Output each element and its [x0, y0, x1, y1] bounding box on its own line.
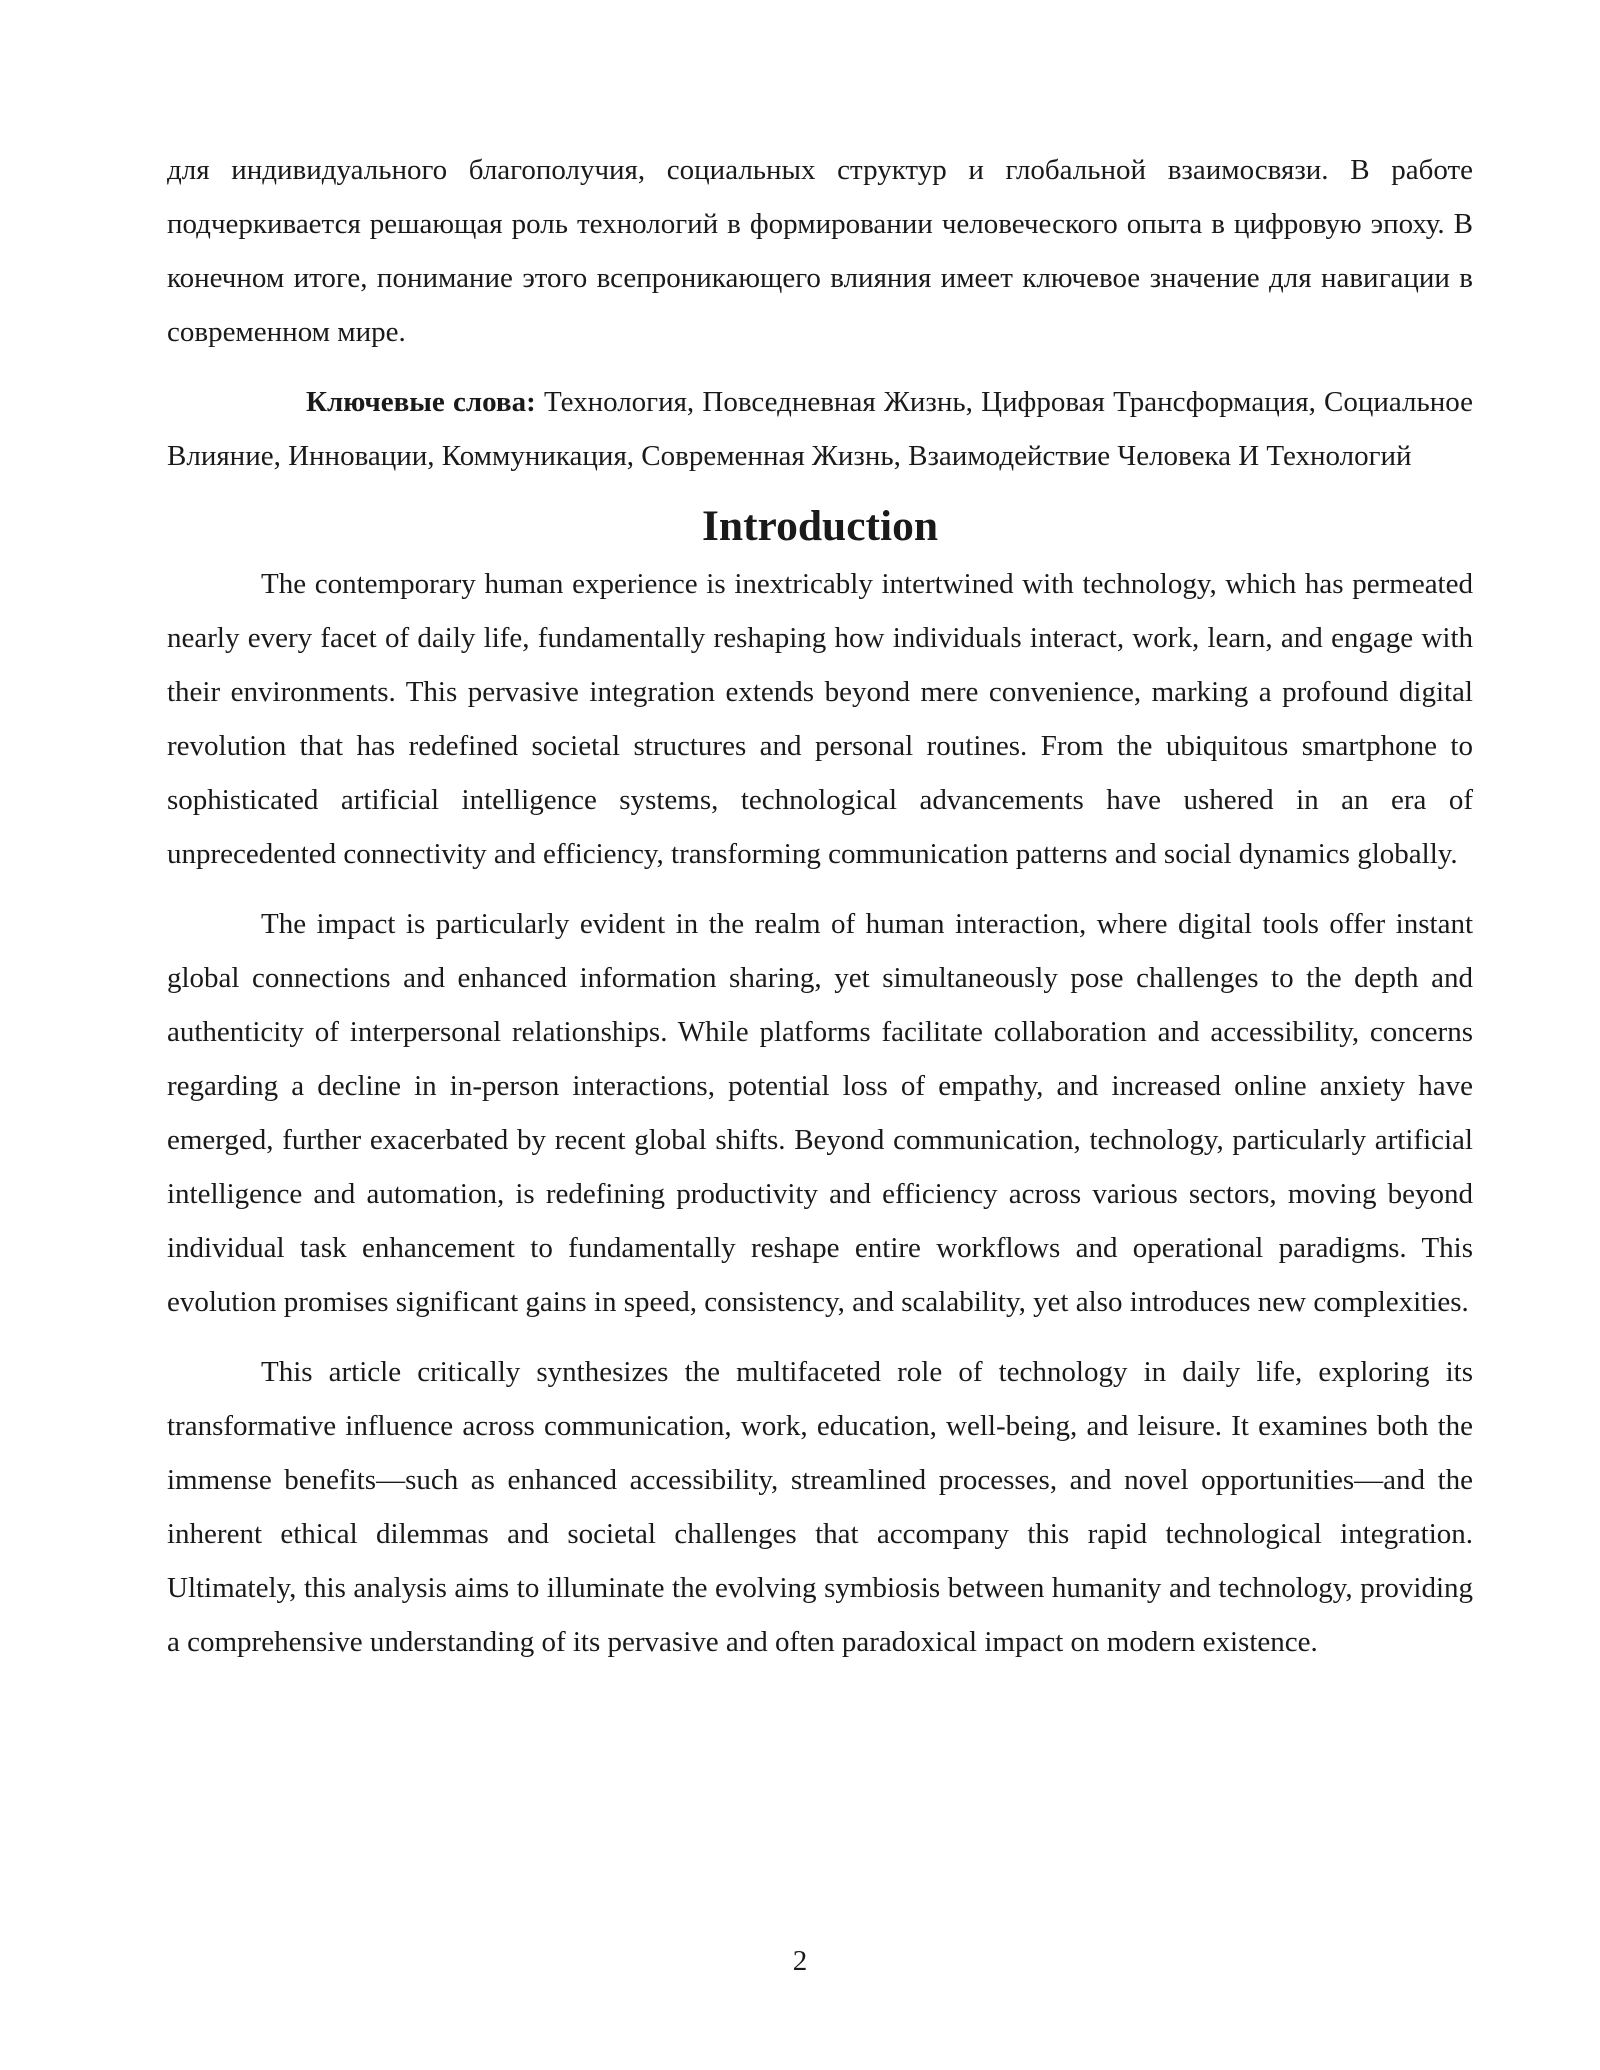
- keywords-label: Ключевые слова:: [306, 386, 536, 418]
- page-body: [167, 143, 1473, 1669]
- intro-paragraph-2: The impact is particularly evident in the realm of human interaction, where digital tools offer instant global connections and enhanced information sharing, yet simultaneously pose challenges to the depth and authenticity of interpersonal relationships. While platforms facilitate collaboration and accessibility, concerns regarding a decline in in-person interactions, potential loss of empathy, and increased online anxiety have emerged, further exacerbated by recent global shifts. Beyond communication, technology, particularly artificial intelligence and automation, is redefining productivity and efficiency across various sectors, moving beyond individual task enhancement to fundamentally reshape entire workflows and operational paradigms. This evolution promises significant gains in speed, consistency, and scalability, yet also introduces new complexities.: [167, 908, 1473, 1318]
- intro-paragraph-3: This article critically synthesizes the multifaceted role of technology in daily life, exploring its transformative influence across communication, work, education, well-being, and leisure. It examines both the immense benefits—such as enhanced accessibility, streamlined processes, and novel opportunities—and the inherent ethical dilemmas and societal challenges that accompany this rapid technological integration. Ultimately, this analysis aims to illuminate the evolving symbiosis between humanity and technology, providing a comprehensive understanding of its pervasive and often paradoxical impact on modern existence.: [167, 1356, 1473, 1658]
- keywords-text: Технология, Повседневная Жизнь, Цифровая Трансформация, Социальное Влияние, Инновации, Коммуникация, Современная Жизнь, Взаимодействие Человека И Технологий: [167, 386, 1473, 472]
- keywords-paragraph: [167, 375, 1473, 483]
- intro-paragraph-1: The contemporary human experience is inextricably intertwined with technology, which has permeated nearly every facet of daily life, fundamentally reshaping how individuals interact, work, learn, and engage with their environments. This pervasive integration extends beyond mere convenience, marking a profound digital revolution that has redefined societal structures and personal routines. From the ubiquitous smartphone to sophisticated artificial intelligence systems, technological advancements have ushered in an era of unprecedented connectivity and efficiency, transforming communication patterns and social dynamics globally.: [167, 568, 1473, 870]
- section-heading-introduction: Introduction: [701, 502, 939, 550]
- abstract-continuation: для индивидуального благополучия, социальных структур и глобальной взаимосвязи. В работе подчеркивается решающая роль технологий в формировании человеческого опыта в цифровую эпоху. В конечном итоге, понимание этого всепроникающего влияния имеет ключевое значение для навигации в современном мире.: [167, 154, 1473, 348]
- page-number: 2: [792, 1945, 808, 1977]
